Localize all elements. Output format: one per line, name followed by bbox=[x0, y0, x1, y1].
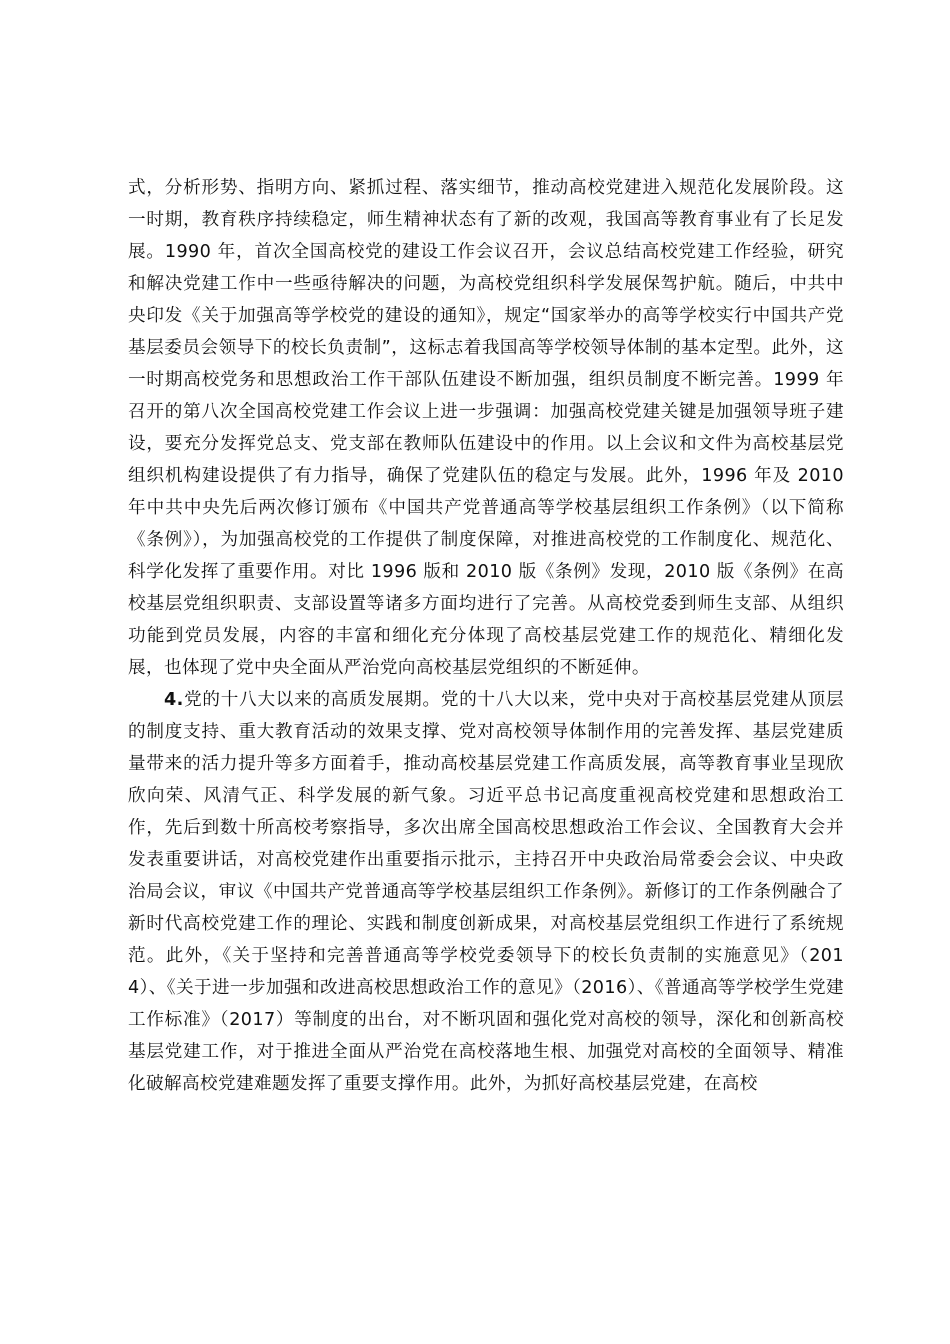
document-page bbox=[128, 172, 844, 1100]
paragraph-text: 党的十八大以来的高质发展期。党的十八大以来，党中央对于高校基层党建从顶层的制度支持、重大教育活动的效果支撑、党对高校领导体制作用的完善发挥、基层党建质量带来的活力提升等多方面着手，推动高校基层党建工作高质发展，高等教育事业呈现欣欣向荣、风清气正、科学发展的新气象。习近平总书记高度重视高校党建和思想政治工作，先后到数十所高校考察指导，多次出席全国高校思想政治工作会议、全国教育大会并发表重要讲话，对高校党建作出重要指示批示，主持召开中央政治局常委会会议、中央政治局会议，审议《中国共产党普通高等学校基层组织工作条例》。新修订的工作条例融合了新时代高校党建工作的理论、实践和制度创新成果，对高校基层党组织工作进行了系统规范。此外，《关于坚持和完善普通高等学校党委领导下的校长负责制的实施意见》（2014）、《关于进一步加强和改进高校思想政治工作的意见》（2016）、《普通高等学校学生党建工作标准》（2017）等制度的出台，对不断巩固和强化党对高校的领导，深化和创新高校基层党建工作，对于推进全面从严治党在高校落地生根、加强党对高校的全面领导、精准化破解高校党建难题发挥了重要支撑作用。此外，为抓好高校基层党建，在高校 bbox=[128, 690, 844, 1094]
paragraph-text: 式，分析形势、指明方向、紧抓过程、落实细节，推动高校党建进入规范化发展阶段。这一时期，教育秩序持续稳定，师生精神状态有了新的改观，我国高等教育事业有了长足发展。1990 年，首次全国高校党的建设工作会议召开，会议总结高校党建工作经验，研究和解决党建工作中一些亟待解决的问题，为高校党组织科学发展保驾护航。随后，中共中央印发《关于加强高等学校党的建设的通知》，规定“国家举办的高等学校实行中国共产党基层委员会领导下的校长负责制”，这标志着我国高等学校领导体制的基本定型。此外，这一时期高校党务和思想政治工作干部队伍建设不断加强，组织员制度不断完善。1999 年召开的第八次全国高校党建工作会议上进一步强调：加强高校党建关键是加强领导班子建设，要充分发挥党总支、党支部在教师队伍建设中的作用。以上会议和文件为高校基层党组织机构建设提供了有力指导，确保了党建队伍的稳定与发展。此外，1996 年及 2010 年中共中央先后两次修订颁布《中国共产党普通高等学校基层组织工作条例》（以下简称《条例》），为加强高校党的工作提供了制度保障，对推进高校党的工作制度化、规范化、科学化发挥了重要作用。对比 1996 版和 2010 版《条例》发现，2010 版《条例》在高校基层党组织职责、支部设置等诸多方面均进行了完善。从高校党委到师生支部、从组织功能到党员发展，内容的丰富和细化充分体现了高校基层党建工作的规范化、精细化发展，也体现了党中央全面从严治党向高校基层党组织的不断延伸。 bbox=[128, 178, 844, 678]
section-number: 4. bbox=[164, 690, 184, 710]
paragraph-section-4 bbox=[128, 684, 844, 1100]
paragraph-continuation bbox=[128, 172, 844, 684]
